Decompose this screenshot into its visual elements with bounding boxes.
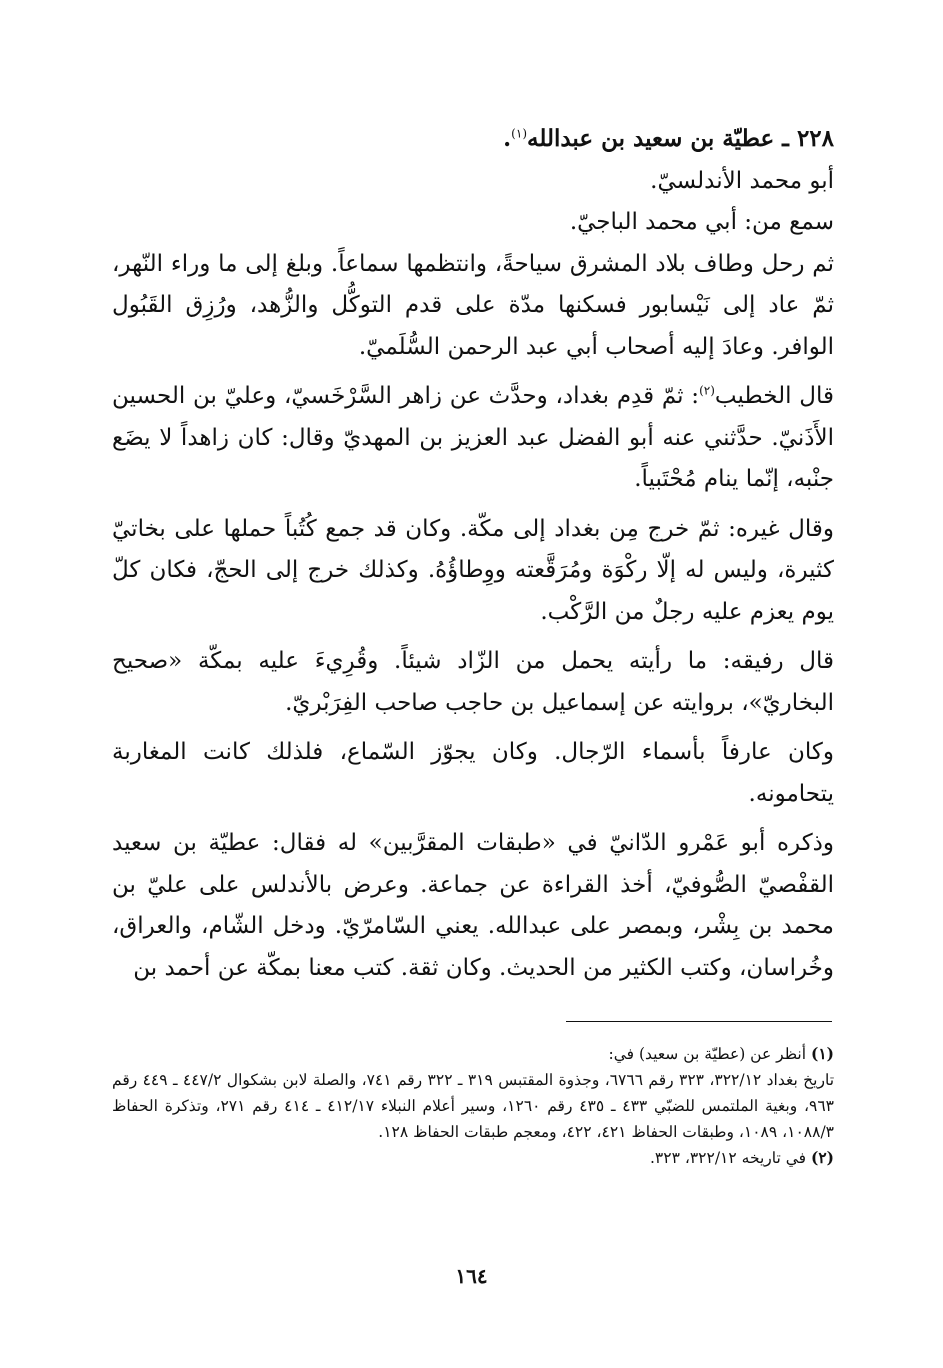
footnote-2	[112, 1145, 834, 1171]
paragraph-khatib	[112, 376, 834, 501]
paragraph-rihla: ثم رحل وطاف بلاد المشرق سياحةً، وانتظمها سماعاً. وبلغ إلى ما وراء النّهر، ثمّ عاد إلى نَيْسابور فسكنها مدّة على قدم التوكُّل والزُّهد، ورُزِق القَبُول الوافر. وعادَ إليه أصحاب أبي عبد الرحمن السُّلَميّ.	[112, 250, 834, 360]
paragraph-sami: سمع من: أبي محمد الباجيّ.	[569, 209, 834, 235]
main-text	[112, 118, 834, 989]
entry-title-end: .	[503, 125, 512, 152]
footnote-ref-1[interactable]: (١)	[511, 126, 527, 141]
paragraph-dani: وذكره أبو عَمْرو الدّانيّ في «طبقات المقرَّبين» له فقال: عطيّة بن سعيد القفْصيّ الصُّوفيّ، أخذ القراءة عن جماعة. وعرض بالأندلس على عليّ بن محمد بن بِشْر، وبمصر على عبدالله. يعني السّامرّيّ. ودخل الشّام، والعراق، وخُراسان، وكتب الكثير من الحديث. وكان ثقة. كتب معنا بمكّة عن أحمد بن	[112, 830, 834, 981]
paragraph-ghayruhu: وقال غيره: ثمّ خرج مِن بغداد إلى مكّة. وكان قد جمع كُتُباً حملها على بخاتيّ كثيرة، وليس له إلّا ركْوَة ومُرَقَّعته ووِطاؤُهُ. وكذلك خرج إلى الحجّ، فكان كلّ يوم يعزم عليه رجلٌ من الرَّكْب.	[112, 515, 834, 625]
page-number: ١٦٤	[455, 1264, 488, 1288]
entry-title: ٢٢٨ ـ عطيّة بن سعيد بن عبدالله	[527, 125, 834, 152]
footnote-2-lead: في تاريخه ٣٢٢/١٢، ٣٢٣.	[649, 1149, 807, 1167]
paragraph-rafiquhu: قال رفيقه: ما رأيته يحمل من الزّاد شيئاً. وقُرِيءَ عليه بمكّة «صحيح البخاريّ»، بروايته عن إسماعيل بن حاجب صاحب الفِرَبْريّ.	[112, 648, 834, 716]
khatib-rest: : ثمّ قدِم بغداد، وحدَّث عن زاهر السَّرْخَسيّ، وعليّ بن الحسين الأَذَنيّ. حدَّثني عنه أبو الفضل عبد العزيز بن المهديّ وقال: كان زاهداً لا يضَع جنْبه، إنّما ينام مُحْتَبياً.	[112, 383, 834, 492]
footnote-1-number: (١)	[810, 1044, 834, 1063]
khatib-start: قال الخطيب	[714, 383, 834, 409]
footnotes	[112, 1041, 834, 1171]
footnote-1-lead: أنظر عن (عطيّة بن سعيد) في:	[608, 1045, 807, 1063]
paragraph-arif: وكان عارفاً بأسماء الرّجال. وكان يجوّز السّماع، فلذلك كانت المغاربة يتحامونه.	[112, 739, 834, 807]
footnote-2-number: (٢)	[810, 1148, 834, 1167]
footnote-1	[112, 1041, 834, 1067]
paragraph-kunya: أبو محمد الأندلسيّ.	[650, 167, 834, 194]
footnote-divider	[566, 1021, 832, 1022]
footnote-1-body: تاريخ بغداد ٣٢٢/١٢، ٣٢٣ رقم ٦٧٦٦، وجذوة المقتبس ٣١٩ ـ ٣٢٢ رقم ٧٤١، والصلة لابن بشكوال ٤٤٧/٢ ـ ٤٤٩ رقم ٩٦٣، وبغية الملتمس للضبّي ٤٣٣ ـ ٤٣٥ رقم ١٢٦٠، وسير أعلام النبلاء ٤١٢/١٧ ـ ٤١٤ رقم ٢٧١، وتذكرة الحفاظ ١٠٨٨/٣، ١٠٨٩، وطبقات الحفاظ ٤٢١، ٤٢٢، ومعجم طبقات الحفاظ ١٢٨.	[112, 1071, 835, 1141]
footnote-ref-2[interactable]: (٢)	[699, 383, 715, 398]
entry-heading	[112, 118, 834, 161]
